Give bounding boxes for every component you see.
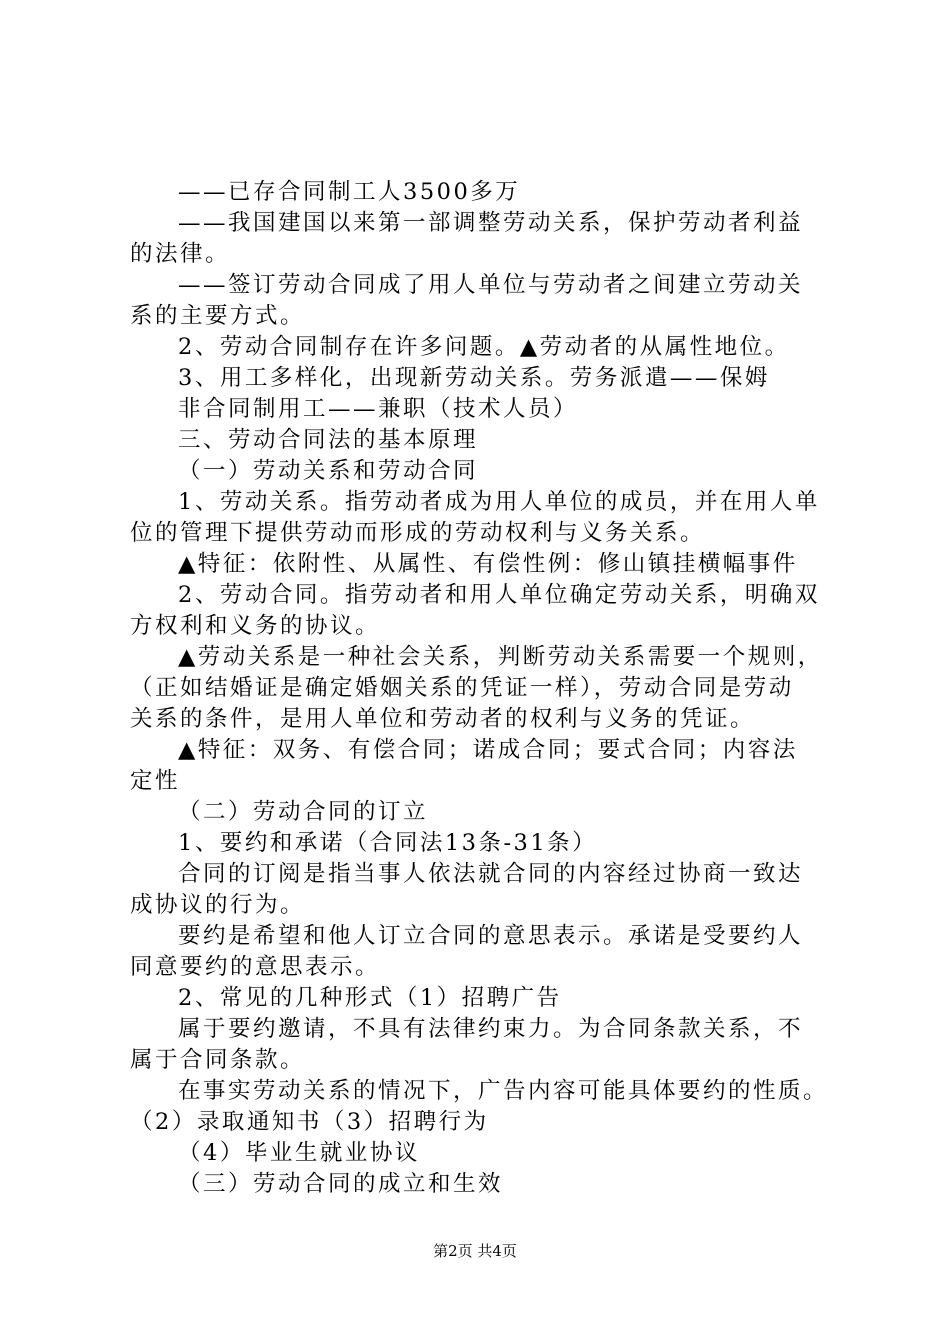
text-line-30: 在事实劳动关系的情况下，广告内容可能具体要约的性质。 [178,1078,829,1104]
text-line-9: 三、劳动合同法的基本原理 [178,427,479,453]
text-line-29: 属于合同条款。 [130,1047,306,1073]
text-line-8: 非合同制用工——兼职（技术人员） [178,396,579,422]
text-line-4: ——签订劳动合同成了用人单位与劳动者之间建立劳动关 [178,272,804,298]
text-line-24: 成协议的行为。 [130,892,306,918]
text-line-25: 要约是希望和他人订立合同的意思表示。承诺是受要约人 [178,923,804,949]
text-line-5: 系的主要方式。 [130,303,306,329]
text-line-13: ▲特征：依附性、从属性、有偿性例：修山镇挂横幅事件 [178,551,798,577]
text-line-10: （一）劳动关系和劳动合同 [178,458,479,484]
text-line-3: 的法律。 [130,241,231,267]
text-line-1: ——已存合同制工人3500多万 [178,179,521,205]
text-line-33: （三）劳动合同的成立和生效 [178,1171,504,1197]
text-line-23: 合同的订阅是指当事人依法就合同的内容经过协商一致达 [178,861,804,887]
text-line-19: ▲特征：双务、有偿合同；诺成合同；要式合同；内容法 [178,737,798,763]
text-line-28: 属于要约邀请，不具有法律约束力。为合同条款关系，不 [178,1016,804,1042]
text-line-27: 2、常见的几种形式（1）招聘广告 [178,985,562,1011]
text-line-15: 方权利和义务的协议。 [130,613,381,639]
text-line-18: 关系的条件，是用人单位和劳动者的权利与义务的凭证。 [130,706,756,732]
text-line-22: 1、要约和承诺（合同法13条-31条） [178,830,598,856]
page-number-footer: 第2页 共4页 [433,1242,517,1260]
text-line-21: （二）劳动合同的订立 [178,799,429,825]
text-line-6: 2、劳动合同制存在许多问题。▲劳动者的从属性地位。 [178,334,790,360]
text-line-17: （正如结婚证是确定婚姻关系的凭证一样），劳动合同是劳动 [130,675,794,701]
text-line-11: 1、劳动关系。指劳动者成为用人单位的成员，并在用人单 [178,489,820,515]
text-line-31: （2）录取通知书（3）招聘行为 [130,1109,489,1135]
text-line-14: 2、劳动合同。指劳动者和用人单位确定劳动关系，明确双 [178,582,820,608]
text-line-16: ▲劳动关系是一种社会关系，判断劳动关系需要一个规则， [178,644,823,670]
text-line-32: （4）毕业生就业协议 [178,1140,420,1166]
text-line-7: 3、用工多样化，出现新劳动关系。劳务派遣——保姆 [178,365,770,391]
text-line-26: 同意要约的意思表示。 [130,954,381,980]
text-line-20: 定性 [130,768,181,794]
text-line-2: ——我国建国以来第一部调整劳动关系，保护劳动者利益 [178,210,804,236]
text-line-12: 位的管理下提供劳动而形成的劳动权利与义务关系。 [130,520,706,546]
